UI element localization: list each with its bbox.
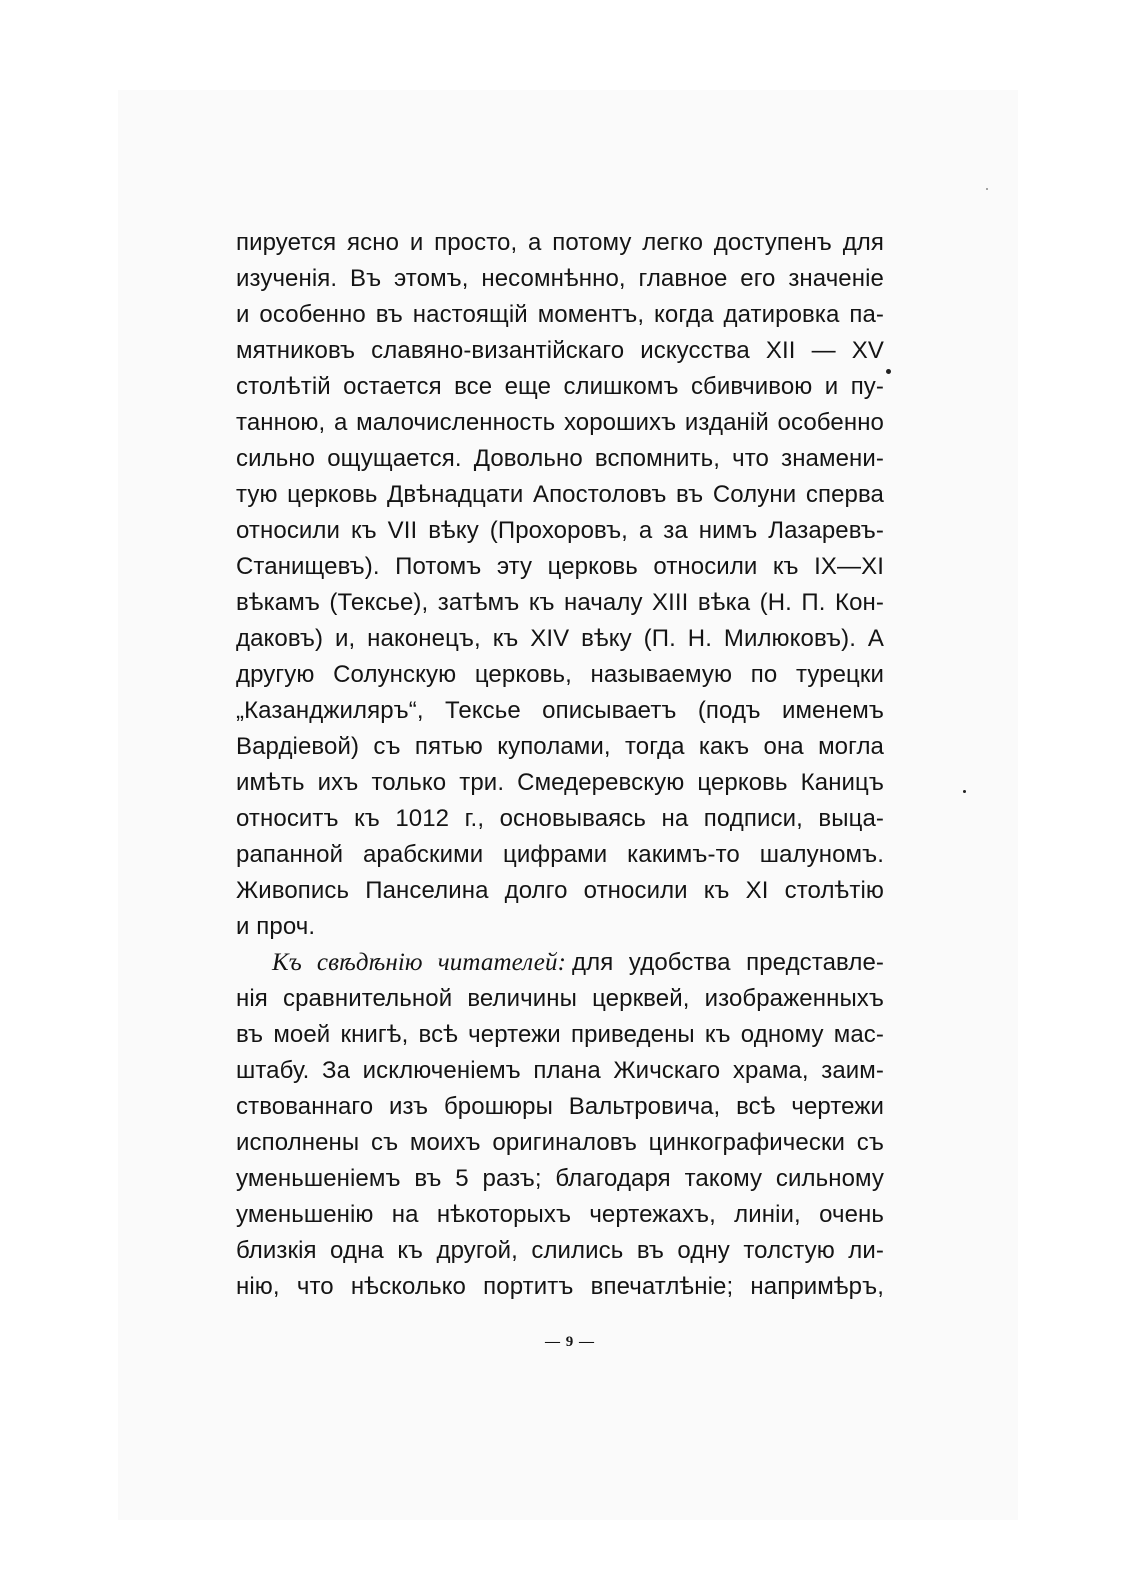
text-line: Станищевъ). Потомъ эту церковь относили къ IX—XI xyxy=(236,553,884,580)
text-line: Вардіевой) съ пятью куполами, тогда какъ она могла xyxy=(236,733,884,760)
text-line: относитъ къ 1012 г., основываясь на подписи, выца- xyxy=(236,805,884,832)
text-line: столѣтій остается все еще слишкомъ сбивчивою и пу- xyxy=(236,373,884,400)
body-text xyxy=(236,225,884,1305)
text-line: нію, что нѣсколько портитъ впечатлѣніе; напримѣръ, xyxy=(236,1273,884,1300)
text-line: даковъ) и, наконецъ, къ XIV вѣку (П. Н. Милюковъ). А xyxy=(236,625,884,652)
text-line: сильно ощущается. Довольно вспомнить, что знамени- xyxy=(236,445,884,472)
text-line: танною, а малочисленность хорошихъ изданій особенно xyxy=(236,409,884,436)
text-line: имѣть ихъ только три. Смедеревскую церковь Каницъ xyxy=(236,769,884,796)
italic-heading: Къ свѣдѣнію читателей: xyxy=(272,949,567,976)
text-line: штабу. За исключеніемъ плана Жичскаго храма, заим- xyxy=(236,1057,884,1084)
text-line: Живопись Панселина долго относили къ XI столѣтію xyxy=(236,877,884,904)
ink-speck xyxy=(886,369,891,374)
text-fragment: для удобства представле- xyxy=(572,949,884,976)
ink-speck xyxy=(986,188,988,190)
text-line: тую церковь Двѣнадцати Апостоловъ въ Солуни сперва xyxy=(236,481,884,508)
text-line: относили къ VII вѣку (Прохоровъ, а за нимъ Лазаревъ- xyxy=(236,517,884,544)
text-line: исполнены съ моихъ оригиналовъ цинкографически съ xyxy=(236,1129,884,1156)
text-line: пируется ясно и просто, а потому легко доступенъ для xyxy=(236,229,884,256)
text-line: нія сравнительной величины церквей, изображенныхъ xyxy=(236,985,884,1012)
text-line: „Казанджиляръ“, Тексье описываетъ (подъ именемъ xyxy=(236,697,884,724)
text-line: рапанной арабскими цифрами какимъ-то шалуномъ. xyxy=(236,841,884,868)
text-line: въ моей книгѣ, всѣ чертежи приведены къ одному мас- xyxy=(236,1021,884,1048)
text-line: вѣкамъ (Тексье), затѣмъ къ началу XIII вѣка (Н. П. Кон- xyxy=(236,589,884,616)
text-line: изученія. Въ этомъ, несомнѣнно, главное его значеніе xyxy=(236,265,884,292)
paragraph-2-first-line xyxy=(236,945,884,981)
text-line: уменьшенію на нѣкоторыхъ чертежахъ, линіи, очень xyxy=(236,1201,884,1228)
text-line: мятниковъ славяно-византійскаго искусства XII — XV xyxy=(236,337,884,364)
text-line: другую Солунскую церковь, называемую по турецки xyxy=(236,661,884,688)
ink-speck xyxy=(963,790,966,793)
text-line: и проч. xyxy=(236,913,316,940)
text-line: близкія одна къ другой, слились въ одну толстую ли- xyxy=(236,1237,884,1264)
text-line: уменьшеніемъ въ 5 разъ; благодаря такому сильному xyxy=(236,1165,884,1192)
page-number: — 9 — xyxy=(545,1334,595,1350)
text-line: и особенно въ настоящій моментъ, когда датировка па- xyxy=(236,301,884,328)
text-line: ствованнаго изъ брошюры Вальтровича, всѣ чертежи xyxy=(236,1093,884,1120)
